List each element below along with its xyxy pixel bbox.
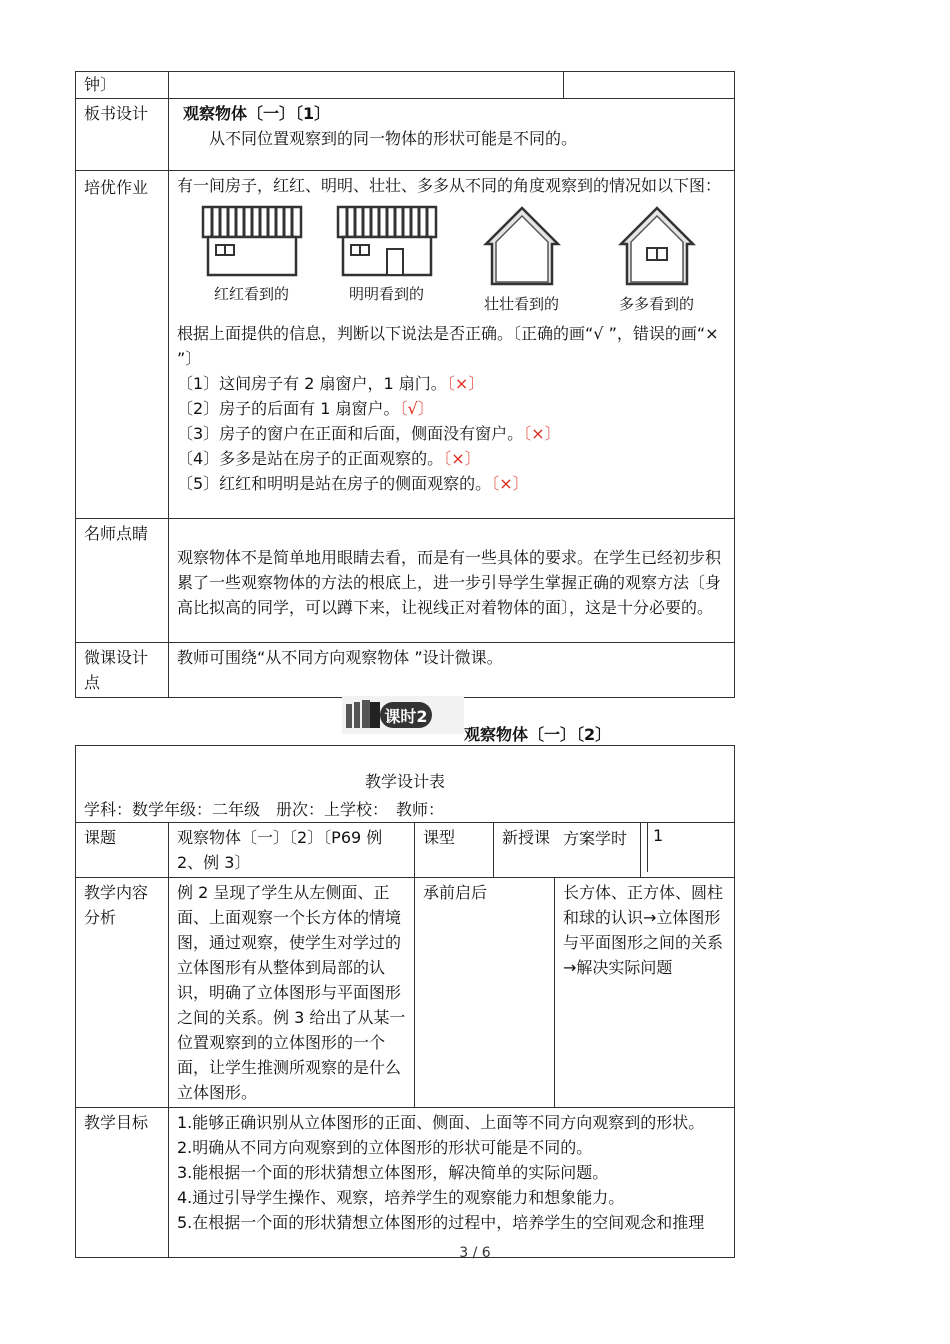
goal-item: 1.能够正确识别从立体图形的正面、侧面、上面等不同方向观察到的形状。 bbox=[177, 1113, 705, 1132]
homework-content bbox=[169, 171, 735, 519]
homework-item bbox=[177, 421, 726, 446]
item-text: 〔2〕房子的后面有 1 扇窗户。 bbox=[177, 399, 400, 418]
lesson-badge-icon bbox=[342, 696, 464, 734]
content-analysis-row bbox=[76, 878, 735, 1108]
item-answer: 〔×〕 bbox=[491, 474, 529, 493]
lesson1-table bbox=[75, 71, 735, 698]
house-door-icon bbox=[335, 204, 439, 278]
design-header bbox=[76, 746, 735, 823]
board-design-title: 观察物体〔一〕〔1〕 bbox=[183, 104, 331, 123]
house-side-window-icon bbox=[617, 204, 697, 288]
topic-row bbox=[76, 823, 735, 878]
goal-item: 3.能根据一个面的形状猜想立体图形，解决简单的实际问题。 bbox=[177, 1163, 609, 1182]
caption-duoduo: 多多看到的 bbox=[618, 295, 694, 313]
homework-item bbox=[177, 396, 726, 421]
house-views bbox=[189, 204, 719, 317]
transition-label: 承前启后 bbox=[415, 878, 555, 1108]
item-answer: 〔×〕 bbox=[523, 424, 561, 443]
homework-instruction: 根据上面提供的信息，判断以下说法是否正确。〔正确的画“√ ”，错误的画“× ”〕 bbox=[177, 324, 719, 368]
board-design-label: 板书设计 bbox=[76, 99, 169, 171]
teacher-tips-row bbox=[76, 519, 735, 643]
page-number: 3 / 6 bbox=[459, 1245, 491, 1261]
design-table-meta: 学科：数学年级：二年级 册次：上学校： 教师： bbox=[84, 800, 445, 819]
item-text: 〔4〕多多是站在房子的正面观察的。 bbox=[177, 449, 444, 468]
homework-item bbox=[177, 371, 726, 396]
goal-item: 2.明确从不同方向观察到的立体图形的形状可能是不同的。 bbox=[177, 1138, 593, 1157]
house-front-icon bbox=[200, 204, 304, 278]
item-answer: 〔√〕 bbox=[399, 399, 434, 418]
board-design-row bbox=[76, 99, 735, 171]
topic-label: 课题 bbox=[76, 823, 169, 878]
house-view-mingming bbox=[324, 204, 449, 317]
time-row-cell-2 bbox=[564, 72, 735, 99]
hours-divider bbox=[647, 822, 648, 872]
homework-label: 培优作业 bbox=[76, 171, 169, 519]
time-row-cell bbox=[169, 72, 564, 99]
homework-item bbox=[177, 446, 726, 471]
house-view-zhuangzhuang bbox=[459, 204, 584, 317]
topic-value: 观察物体〔一〕〔2〕〔P69 例 2、例 3〕 bbox=[169, 823, 415, 878]
time-row bbox=[76, 72, 735, 99]
homework-row bbox=[76, 171, 735, 519]
item-answer: 〔×〕 bbox=[443, 449, 481, 468]
caption-mingming: 明明看到的 bbox=[348, 285, 424, 303]
time-row-label: 钟〕 bbox=[76, 72, 169, 99]
content-analysis-label: 教学内容分析 bbox=[76, 878, 169, 1108]
goal-item: 4.通过引导学生操作、观察，培养学生的观察能力和想象能力。 bbox=[177, 1188, 625, 1207]
caption-honghong: 红红看到的 bbox=[213, 285, 289, 303]
micro-course-text: 教师可围绕“从不同方向观察物体 ”设计微课。 bbox=[169, 643, 735, 698]
house-side-icon bbox=[482, 204, 562, 288]
teacher-tips-label: 名师点睛 bbox=[76, 519, 169, 643]
micro-course-row bbox=[76, 643, 735, 698]
goals-content bbox=[169, 1108, 735, 1258]
type-label: 课型 bbox=[415, 823, 494, 878]
lesson-badge-label: 课时2 bbox=[384, 707, 428, 726]
goals-label: 教学目标 bbox=[76, 1108, 169, 1258]
homework-item bbox=[177, 471, 726, 496]
house-view-honghong bbox=[189, 204, 314, 317]
content-analysis-text: 例 2 呈现了学生从左侧面、正面、上面观察一个长方体的情境图，通过观察，使学生对学过的立体图形有从整体到局部的认识，明确了立体图形与平面图形之间的关系。例 3 给出了从某一位置观察到的立体图形的一个面，让学生推测所观察的是什么立体图形。 bbox=[169, 878, 415, 1108]
design-header-row bbox=[76, 746, 735, 823]
item-answer: 〔×〕 bbox=[446, 374, 485, 393]
micro-course-label: 微课设计点 bbox=[76, 643, 169, 698]
hours-label-text: 方案学时 bbox=[563, 829, 628, 848]
item-text: 〔5〕红红和明明是站在房子的侧面观察的。 bbox=[177, 474, 492, 493]
homework-intro: 有一间房子，红红、明明、壮壮、多多从不同的角度观察到的情况如以下图： bbox=[177, 176, 722, 195]
board-design-content bbox=[169, 99, 735, 171]
house-view-duoduo bbox=[594, 204, 719, 317]
goal-item: 5.在根据一个面的形状猜想立体图形的过程中，培养学生的空间观念和推理 bbox=[177, 1213, 705, 1232]
teacher-tips-text: 观察物体不是简单地用眼睛去看，而是有一些具体的要求。在学生已经初步积累了一些观察物体的方法的根底上，进一步引导学生掌握正确的观察方法〔身高比拟高的同学，可以蹲下来，让视线正对着物体的面〕，这是十分必要的。 bbox=[169, 519, 735, 643]
design-table-title: 教学设计表 bbox=[365, 772, 446, 791]
item-text: 〔3〕房子的窗户在正面和后面，侧面没有窗户。 bbox=[177, 424, 524, 443]
caption-zhuangzhuang: 壮壮看到的 bbox=[483, 295, 559, 313]
hours-value: 1 bbox=[653, 826, 664, 845]
lesson-title: 观察物体〔一〕〔2〕 bbox=[464, 725, 612, 744]
type-value: 新授课 bbox=[494, 823, 641, 878]
lesson2-table bbox=[75, 745, 735, 1258]
item-text: 〔1〕这间房子有 2 扇窗户，1 扇门。 bbox=[177, 374, 447, 393]
transition-text: 长方体、正方体、圆柱和球的认识→立体图形与平面图形之间的关系→解决实际问题 bbox=[555, 878, 735, 1108]
goals-row bbox=[76, 1108, 735, 1258]
board-design-text: 从不同位置观察到的同一物体的形状可能是不同的。 bbox=[209, 129, 578, 148]
